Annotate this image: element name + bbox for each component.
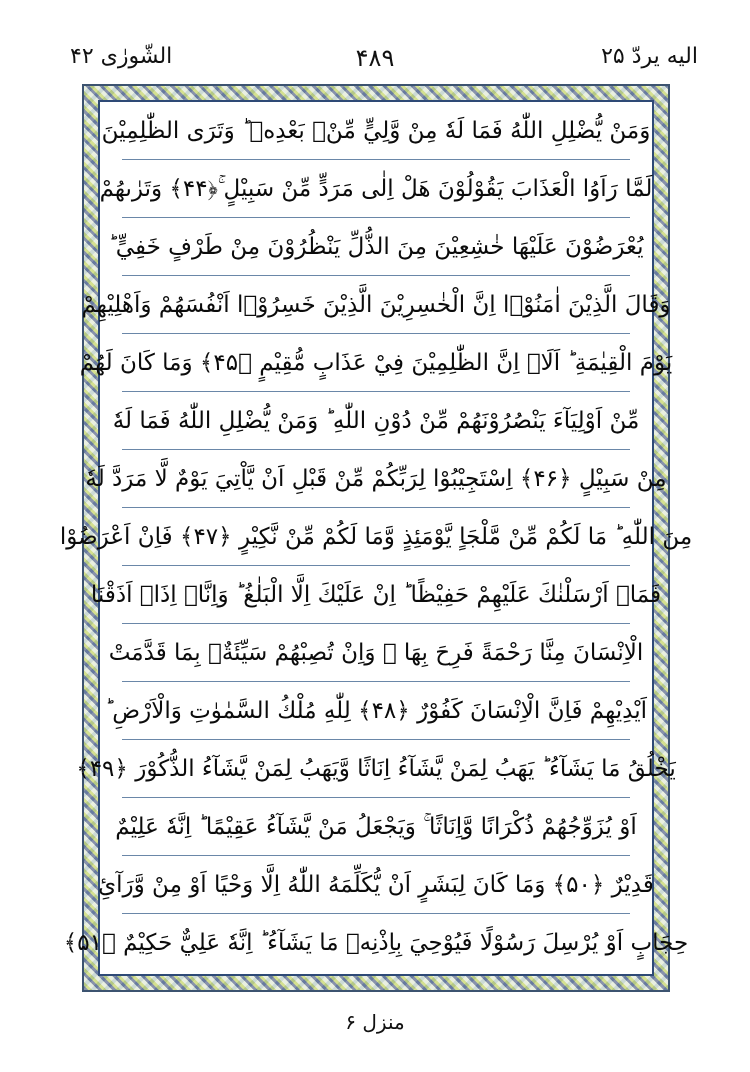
verse-line: يُعْرَضُوْنَ عَلَيْهَا خٰشِعِيْنَ مِنَ الذُّلِّ يَنْظُرُوْنَ مِنْ طَرْفٍ خَفِيٍّ ؕ [122, 218, 630, 276]
verse-line: يَخْلُقُ مَا يَشَآءُ ؕ يَهَبُ لِمَنْ يَّشَآءُ اِنَاثًا وَّيَهَبُ لِمَنْ يَّشَآءُ الذُّكُوْرَ ﴿۴۹﴾ [122, 740, 630, 798]
verse-line: لَمَّا رَاَوُا الْعَذَابَ يَقُوْلُوْنَ هَلْ اِلٰى مَرَدٍّ مِّنْ سَبِيْلٍ ۚ﴿۴۴﴾ وَتَرٰىهُمْ [122, 160, 630, 218]
verse-line: اَوْ يُزَوِّجُهُمْ ذُكْرَانًا وَّاِنَاثًا ۚ وَيَجْعَلُ مَنْ يَّشَآءُ عَقِيْمًا ؕ اِنَّهٗ عَلِيْمٌ [122, 798, 630, 856]
text-panel [59, 100, 693, 976]
decorative-border-frame [59, 84, 693, 992]
verse-line: مِّنْ اَوْلِيَآءَ يَنْصُرُوْنَهُمْ مِّنْ دُوْنِ اللّٰهِ ؕ وَمَنْ يُّضْلِلِ اللّٰهُ فَمَا لَهٗ [122, 392, 630, 450]
juz-label: اليه يردّ ۲۵ [601, 44, 698, 69]
verse-line: حِجَابٍ اَوْ يُرْسِلَ رَسُوْلًا فَيُوْحِيَ بِاِذْنِهٖ مَا يَشَآءُ ؕ اِنَّهٗ عَلِيٌّ حَكِيْمٌ ﴿۵۱﴾ [63, 930, 689, 956]
verse-line: وَقَالَ الَّذِيْنَ اٰمَنُوْۤا اِنَّ الْخٰسِرِيْنَ الَّذِيْنَ خَسِرُوْۤا اَنْفُسَهُمْ وَاَهْلِيْهِمْ [122, 276, 630, 334]
manzil-label: منزل ۶ [345, 1010, 405, 1034]
verse-line: يَوْمَ الْقِيٰمَةِ ؕ اَلَاۤ اِنَّ الظّٰلِمِيْنَ فِيْ عَذَابٍ مُّقِيْمٍ ﴿۴۵﴾ وَمَا كَانَ لَهُمْ [122, 334, 630, 392]
page-number: ۴۸۹ [355, 44, 395, 72]
verse-line: قَدِيْرٌ ﴿۵۰﴾ وَمَا كَانَ لِبَشَرٍ اَنْ يُّكَلِّمَهُ اللّٰهُ اِلَّا وَحْيًا اَوْ مِنْ وَّرَآئِ [122, 856, 630, 914]
verse-lines [59, 102, 693, 974]
verse-line: وَمَنْ يُّضْلِلِ اللّٰهُ فَمَا لَهٗ مِنْ وَّلِيٍّ مِّنْۢ بَعْدِهٖ ؕ وَتَرَى الظّٰلِمِيْنَ [122, 102, 630, 160]
verse-line: اَيْدِيْهِمْ فَاِنَّ الْاِنْسَانَ كَفُوْرٌ ﴿۴۸﴾ لِلّٰهِ مُلْكُ السَّمٰوٰتِ وَالْاَرْضِ ؕ [122, 682, 630, 740]
verse-line: فَمَاۤ اَرْسَلْنٰكَ عَلَيْهِمْ حَفِيْظًا ؕ اِنْ عَلَيْكَ اِلَّا الْبَلٰغُ ؕ وَاِنَّاۤ اِذَاۤ اَذَقْنَا [122, 566, 630, 624]
verse-line: الْاِنْسَانَ مِنَّا رَحْمَةً فَرِحَ بِهَا ۚ وَاِنْ تُصِبْهُمْ سَيِّئَةٌۢ بِمَا قَدَّمَتْ [122, 624, 630, 682]
verse-line: مِنْ سَبِيْلٍ ﴿۴۶﴾ اِسْتَجِيْبُوْا لِرَبِّكُمْ مِّنْ قَبْلِ اَنْ يَّاْتِيَ يَوْمٌ لَّا مَرَدَّ لَهٗ [122, 450, 630, 508]
surah-label: الشّورٰى ۴۲ [70, 44, 173, 69]
verse-line: مِنَ اللّٰهِ ؕ مَا لَكُمْ مِّنْ مَّلْجَاٍ يَّوْمَئِذٍ وَّمَا لَكُمْ مِّنْ نَّكِيْرٍ ﴿۴۷﴾ فَاِنْ اَعْرَضُوْا [122, 508, 630, 566]
